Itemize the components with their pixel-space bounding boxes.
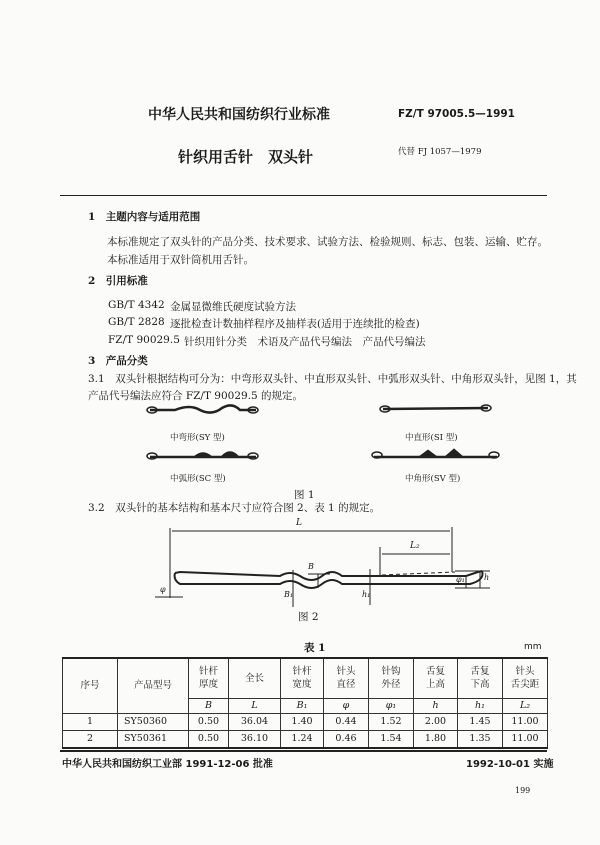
cell: 2 [63,730,118,748]
figure-1-label-sc: 中弧形(SC 型) [170,474,226,484]
symbol-cell: L [229,698,281,713]
table-header-row [63,658,548,698]
clause-3-2: 3.2 双头针的基本结构和基本尺寸应符合图 2、表 1 的规定。 [88,502,381,514]
symbol-cell: h₁ [458,698,503,713]
cell: 1.54 [369,730,414,748]
dimension-h-label: h [484,573,490,582]
cell: SY50360 [118,713,189,730]
symbol-cell: L₂ [503,698,548,713]
clause-3-1: 3.1 双头针根据结构可分为：中弯形双头针、中直形双头针、中弧形双头针、中角形双头针，见图 1，其 [88,373,577,385]
figure-2-drawing [155,527,490,607]
figure-1-caption: 图 1 [294,489,315,501]
table-row [63,730,548,748]
header-cell: 序号 [63,658,118,713]
replaces-note: 代替 FJ 1057—1979 [398,147,482,157]
cell: 0.50 [189,713,229,730]
table-row [63,713,548,730]
figure-1-label-sv: 中角形(SV 型) [405,474,461,484]
cell: 1.52 [369,713,414,730]
table-unit: mm [524,642,542,652]
dimension-phi1-label: φ₁ [456,575,465,584]
symbol-cell: φ [324,698,369,713]
dimension-L-label: L [296,518,302,528]
org-title: 中华人民共和国纺织行业标准 [148,107,330,123]
header-cell: 针头 直径 [324,658,369,698]
standard-code: FZ/T 97005.5—1991 [398,108,515,120]
header-cell: 针头 舌尖距 [503,658,548,698]
cell: 36.10 [229,730,281,748]
cell: 1.24 [281,730,324,748]
needle-sc-drawing [147,453,258,460]
dimension-phi-label: φ [160,585,166,594]
needle-si-drawing [380,405,491,412]
dimension-B-label: B [308,562,314,571]
cell: 1.45 [458,713,503,730]
cell: 1.35 [458,730,503,748]
section-1-paragraph: 本标准规定了双头针的产品分类、技术要求、试验方法、检验规则、标志、包装、运输、贮存。 [107,236,548,248]
cell: 2.00 [414,713,458,730]
header-cell: 针杆 厚度 [189,658,229,698]
cell: 0.50 [189,730,229,748]
page-number: 199 [515,786,531,795]
cell: SY50361 [118,730,189,748]
figure-1-label-si: 中直形(SI 型) [405,433,458,443]
cell: 1 [63,713,118,730]
header-cell: 针杆 宽度 [281,658,324,698]
symbol-cell: φ₁ [369,698,414,713]
header-cell: 针钩 外径 [369,658,414,698]
section-1-heading: 1 主题内容与适用范围 [88,211,201,223]
section-2-heading: 2 引用标准 [88,275,148,287]
header-cell: 舌复 上高 [414,658,458,698]
symbol-cell: B [189,698,229,713]
cell: 1.40 [281,713,324,730]
cell: 1.80 [414,730,458,748]
table-1-title: 表 1 [304,642,326,654]
dimension-h1-label: h₁ [362,590,371,599]
cell: 11.00 [503,713,548,730]
reference-title: 逐批检查计数抽样程序及抽样表(适用于连续批的检查) [170,318,420,330]
reference-title: 金属显微维氏硬度试验方法 [170,301,296,313]
figure-1-label-sy: 中弯形(SY 型) [170,433,225,443]
cell: 36.04 [229,713,281,730]
approval-note: 中华人民共和国纺织工业部 1991-12-06 批准 [62,759,273,770]
reference-code: GB/T 4342 [108,299,165,311]
document-title: 针织用舌针 双头针 [178,148,314,166]
needle-sv-drawing [372,450,499,458]
reference-title: 针织用针分类 术语及产品代号编法 产品代号编法 [184,336,426,348]
reference-code: GB/T 2828 [108,316,165,328]
dimension-B1-label: B₁ [284,590,294,599]
reference-code: FZ/T 90029.5 [108,334,180,346]
symbol-cell: B₁ [281,698,324,713]
header-cell: 全长 [229,658,281,698]
needle-sy-drawing [147,405,258,413]
figure-2-caption: 图 2 [298,611,319,623]
header-cell: 产品型号 [118,658,189,713]
table-1 [62,657,548,749]
clause-3-1-cont: 产品代号编法应符合 FZ/T 90029.5 的规定。 [88,390,304,402]
cell: 0.46 [324,730,369,748]
header-cell: 舌复 下高 [458,658,503,698]
cell: 0.44 [324,713,369,730]
cell: 11.00 [503,730,548,748]
dimension-L2-label: L₂ [410,541,420,551]
symbol-cell: h [414,698,458,713]
effective-date: 1992-10-01 实施 [466,759,554,770]
section-1-paragraph: 本标准适用于双针筒机用舌针。 [107,254,254,266]
footer-divider [60,750,547,752]
section-3-heading: 3 产品分类 [88,355,148,367]
